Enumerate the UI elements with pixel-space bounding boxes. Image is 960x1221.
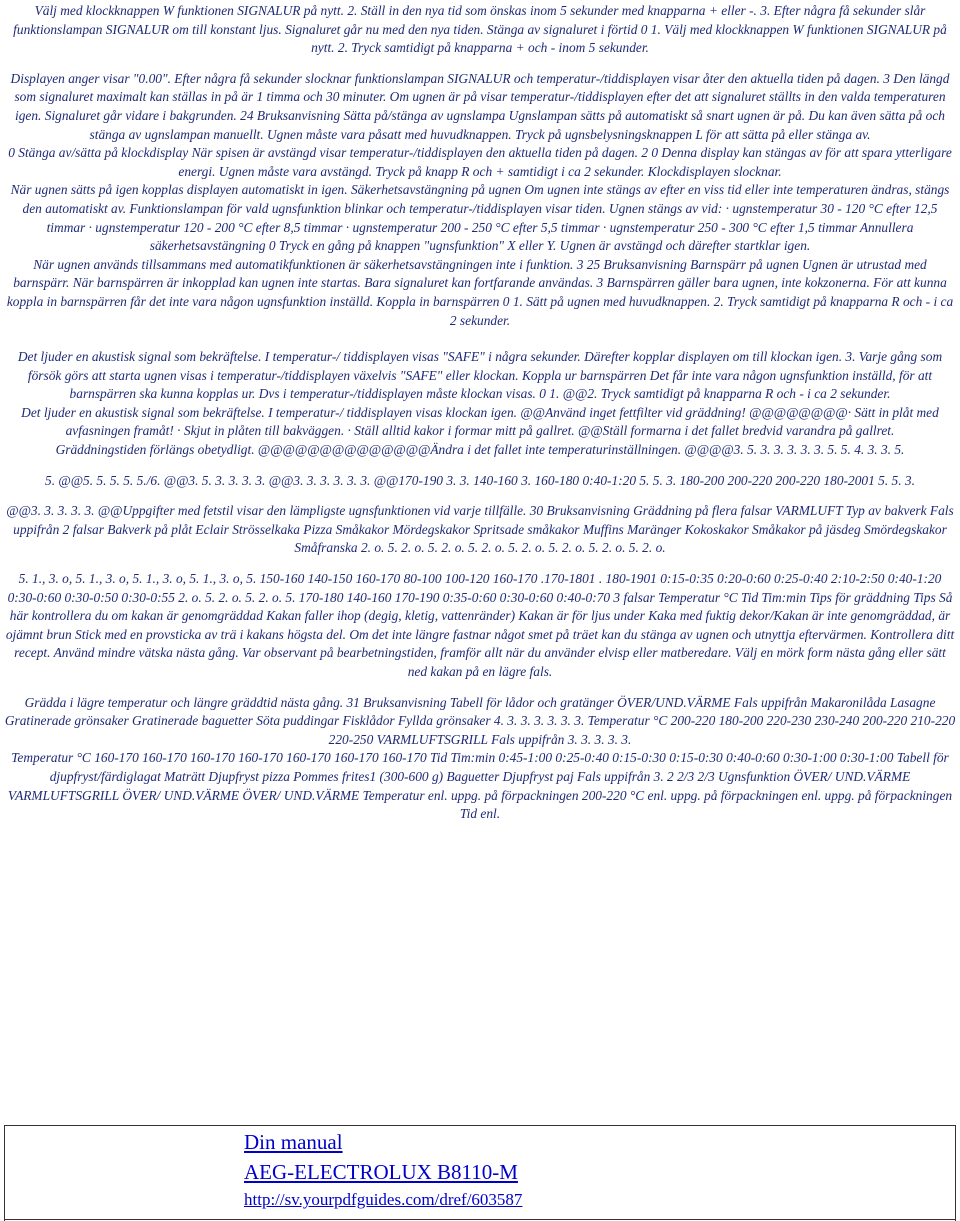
paragraph: När ugnen används tillsammans med automatikfunktionen är säkerhetsavstängningen inte i funktion. 3 25 Bruksanvisning Barnspärr på ugnen Ugnen är utrustad med barnspärr. När barnspärren är inkopplad kan ugnen inte startas. Bara signaluret kan fortfarande användas. 3 Barnspärren gäller bara ugnen, inte kokzonerna. För att kunna koppla in barnspärren får det inte vara någon ugnsfunktion inställd. Koppla in barnspärren 0 1. Sätt på ugnen med huvudknappen. 2. Tryck samtidigt på knapparna R och - i ca 2 sekunder.: [6, 256, 954, 328]
paragraph: 5. 1., 3. o, 5. 1., 3. o, 5. 1., 3. o, 5. 1., 3. o, 5. 150-160 140-150 160-170 80-100 100-120 160-170 .170-1801 . 180-1901 0:15-0:35 0:20-0:60 0:25-0:40 2:10-2:50 0:40-1:20 0:30-0:60 0:30-0:50 0:30-0:55 2. o. 5. 2. o. 5. 2. o. 5. 170-180 140-160 170-190 0:35-0:60 0:30-0:60 0:40-0:70 3 falsar Temperatur °C Tid Tim:min Tips för gräddning Tips Så här kontrollera du om kakan är genomgräddad Kakan faller ihop (degig, kletig, vattenränder) Kakan är för ljus under Kaka med fuktig dekor/Kakan är inte genomgräddad, är ojämnt brun Stick med en provsticka av trä i kakans högsta del. Om det inte längre fastnar något smet på träet kan du stänga av ugnen och utnyttja eftervärmen. Kontrollera ditt recept. Använd mindre vätska nästa gång. Var observant på bearbetningstiden, framför allt när du använder elvisp eller matberedare. Välj en mörk form nästa gång eller sätt ned kakan på en lägre fals.: [5, 571, 955, 679]
footer-top-border: [4, 1125, 956, 1126]
paragraph: Gräddningstiden förlängs obetydligt. @@@@@@@@@@@@@@Ändra i det fallet inte temperaturinställningen. @@@@3. 5. 3. 3. 3. 3. 3. 5. 5. 4. 3. 3. 5.: [55, 442, 905, 458]
footer-left-border: [4, 1126, 5, 1221]
paragraph: När ugnen sätts på igen kopplas displayen automatiskt in igen. Säkerhetsavstängning på ugnen Om ugnen inte stängs av efter en viss tid eller inte temperaturen ändras, stängs den automatiskt av. Funktionslampan för vald ugnsfunktion blinkar och temperatur-/tiddisplayen visar tiden. Ugnen stängs av vid: · ugnstemperatur 30 - 120 °C efter 12,5 timmar · ugnstemperatur 120 - 200 °C efter 8,5 timmar · ugnstemperatur 200 - 250 °C efter 5,5 timmar · ugnstemperatur 250 - 300 °C efter 1,5 timmar Annullera säkerhetsavstängning 0 Tryck en gång på knappen "ugnsfunktion" X eller Y. Ugnen är avstängd och därefter startklar igen.: [10, 182, 950, 254]
paragraph: Temperatur °C 160-170 160-170 160-170 160-170 160-170 160-170 160-170 Tid Tim:min 0:45-1:00 0:25-0:40 0:15-0:30 0:15-0:30 0:40-0:60 0:30-1:00 0:30-1:00 Tabell för djupfryst/färdiglagat Maträtt Djupfryst pizza Pommes frites1 (300-600 g) Baguetter Djupfryst paj Fals uppifrån 3. 2 2/3 2/3 Ugnsfunktion ÖVER/ UND.VÄRME VARMLUFTSGRILL ÖVER/ UND.VÄRME ÖVER/ UND.VÄRME Temperatur enl. uppg. på förpackningen 200-220 °C enl. uppg. på förpackningen enl. uppg. på förpackningen Tid enl.: [7, 750, 953, 822]
paragraph: 5. @@5. 5. 5. 5. 5./6. @@3. 5. 3. 3. 3. 3. @@3. 3. 3. 3. 3. 3. @@170-190 3. 3. 140-160 3. 160-180 0:40-1:20 5. 5. 3. 180-200 200-220 200-220 180-2001 5. 5. 3.: [45, 472, 915, 488]
paragraph: Grädda i lägre temperatur och längre gräddtid nästa gång. 31 Bruksanvisning Tabell för lådor och gratänger ÖVER/UND.VÄRME Fals uppifrån Makaronilåda Lasagne Gratinerade grönsaker Gratinerade baguetter Söta puddingar Fisklådor Fyllda grönsaker 4. 3. 3. 3. 3. 3. 3. Temperatur °C 200-220 180-200 220-230 230-240 200-220 210-220 220-250 VARMLUFTSGRILL Fals uppifrån 3. 3. 3. 3. 3.: [4, 694, 956, 747]
footer-bottom-border: [4, 1219, 956, 1220]
paragraph: Displayen anger visar "0.00". Efter några få sekunder slocknar funktionslampan SIGNALUR och temperatur-/tiddisplayen visar åter den aktuella tiden på dagen. 3 Den längd som signaluret maximalt kan ställas in på är 1 timma och 30 minuter. Om ugnen är på visar temperatur-/tiddisplayen efter det att signaluret ställts in den valda temperaturen igen. Signaluret går vidare i bakgrunden. 24 Bruksanvisning Sätta på/stänga av ugnslampa Ugnslampan sätts på automatiskt så snart ugnen är på. Du kan även sätta på och stänga av ugnslampan manuellt. Ugnen måste vara påsatt med huvudknappen. Tryck på ugnsbelysningsknappen L för att sätta på eller stänga av.: [10, 70, 950, 142]
footer-right-border: [955, 1126, 956, 1221]
paragraph: @@3. 3. 3. 3. 3. @@Uppgifter med fetstil visar den lämpligste ugnsfunktionen vid varje tillfälle. 30 Bruksanvisning Gräddning på flera falsar VARMLUFT Typ av bakverk Fals uppifrån 2 falsar Bakverk på plåt Eclair Strösselkaka Pizza Småkakor Mördegskakor Spritsade småkakor Muffins Maränger Kokoskakor Småkakor på jäsdeg Smördegskakor Småfranska 2. o. 5. 2. o. 5. 2. o. 5. 2. o. 5. 2. o. 5. 2. o. 5. 2. o. 5. 2. o.: [6, 503, 954, 556]
paragraph: Det ljuder en akustisk signal som bekräftelse. I temperatur-/ tiddisplayen visas klockan igen. @@Använd inget fettfilter vid gräddning! @@@@@@@@· Sätt in plåt med avfasningen framåt! · Skjut in plåten till bakväggen. · Ställ alltid kakor i formar mitt på gallret. @@Ställ formarna i det fallet bredvid varandra på gallret.: [21, 404, 939, 439]
paragraph: Välj med klockknappen W funktionen SIGNALUR på nytt. 2. Ställ in den nya tid som önskas inom 5 sekunder med knapparna + eller -. 3. Efter några få sekunder slår funktionslampan SIGNALUR om till konstant ljus. Signaluret går nu med den nya tiden. Stänga av signaluret i förtid 0 1. Välj med klockknappen W funktionen SIGNALUR på nytt. 2. Tryck samtidigt på knapparna + och - inom 5 sekunder.: [13, 3, 947, 56]
manual-link[interactable]: Din manual: [244, 1130, 343, 1154]
paragraph: 0 Stänga av/sätta på klockdisplay När spisen är avstängd visar temperatur-/tiddisplayen den aktuella tiden på dagen. 2 0 Denna display kan stängas av för att spara ytterligare energi. Ugnen måste vara avstängd. Tryck på knapp R och + samtidigt i ca 2 sekunder. Klockdisplayen slocknar.: [8, 145, 952, 179]
url-link[interactable]: http://sv.yourpdfguides.com/dref/603587: [244, 1190, 523, 1209]
footer-links: [244, 1128, 522, 1213]
product-link[interactable]: AEG-ELECTROLUX B8110-M: [244, 1160, 518, 1184]
paragraph: Det ljuder en akustisk signal som bekräftelse. I temperatur-/ tiddisplayen visas "SAFE" i några sekunder. Därefter kopplar displayen om till klockan igen. 3. Varje gång som försök görs att starta ugnen visas i temperatur-/tiddisplayen växelvis "SAFE" eller klockan. Koppla ur barnspärren Det får inte vara någon ugnsfunktion inställd, för att barnspärren ska kunna kopplas ur. Dvs i temperatur-/tiddisplayen måste klockan visas. 0 1. @@2. Tryck samtidigt på knapparna R och - i ca 2 sekunder.: [17, 349, 943, 402]
